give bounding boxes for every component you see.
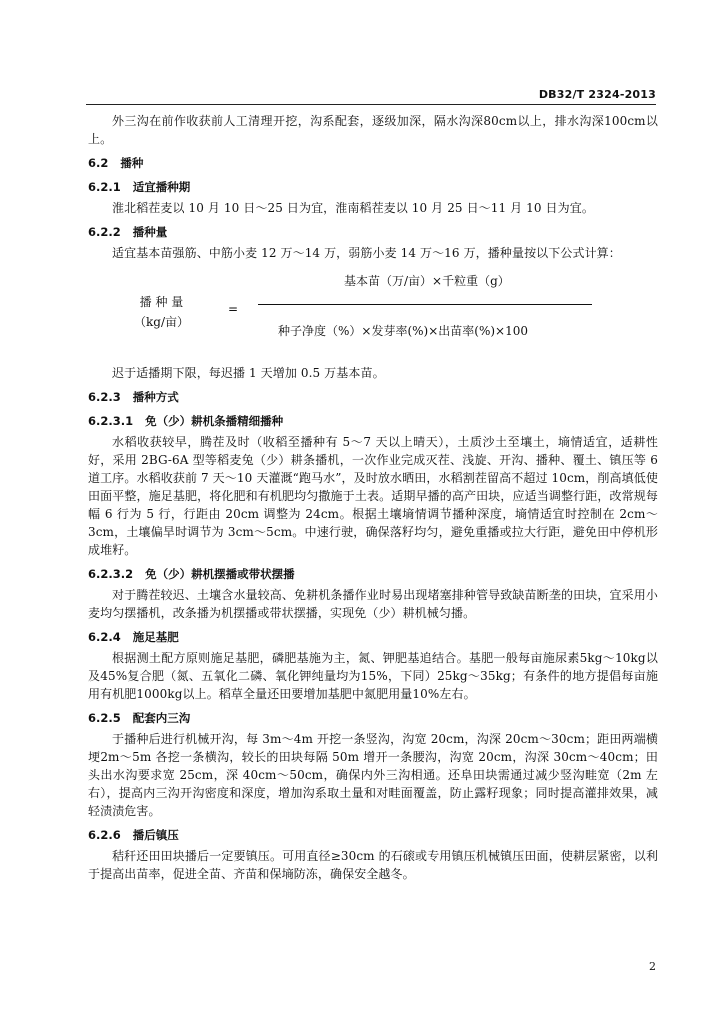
heading-6-2-3: 6.2.3 播种方式 bbox=[88, 390, 179, 404]
heading-6-2: 6.2 播种 bbox=[88, 156, 144, 170]
late-sowing-note: 迟于适播期下限，每迟播 1 天增加 0.5 万基本苗。 bbox=[112, 366, 385, 380]
fraction-bar bbox=[258, 304, 592, 305]
intro-paragraph: 外三沟在前作收获前人工清理开挖，沟系配套，逐级加深，隔水沟深80cm以上，排水沟深100cm以上。 bbox=[88, 114, 658, 146]
paragraph-6-2-3-1: 水稻收获较早，腾茬及时（收稻至播种有 5～7 天以上晴天），土质沙土至壤土，墒情适宜，适耕性好，采用 2BG-6A 型等稻麦兔（少）耕条播机，一次作业完成灭茬、浅旋、开沟、播种、覆土、镇压等 6 道工序。水稻收获前 7 天～10 天灌溉“跑马水”，及时放水晒田，水稻割茬留高不超过 10cm，削高填低使田面平整，施足基肥，将化肥和有机肥均匀撒施于土表。适期早播的高产田块，应适当调整行距，改常规每幅 6 行为 5 行，行距由 20cm 调整为 24cm。根据土壤墒情调节播种深度，墒情适宜时控制在 2cm～3cm，土壤偏旱时调节为 3cm～5cm。中速行驶，确保落籽均匀，避免重播或拉大行距，避免田中停机形成堆籽。 bbox=[88, 435, 658, 557]
header-divider bbox=[86, 104, 656, 105]
formula-equals: = bbox=[228, 302, 239, 316]
formula-numerator: 基本苗（万/亩）×千粒重（g） bbox=[344, 274, 510, 288]
heading-6-2-2: 6.2.2 播种量 bbox=[88, 225, 168, 239]
formula-label: 播 种 量 （kg/亩） bbox=[134, 295, 189, 329]
standard-code: DB32/T 2324-2013 bbox=[538, 88, 656, 101]
paragraph-6-2-3-2: 对于腾茬较迟、土壤含水量较高、免耕机条播作业时易出现堵塞排种管导致缺苗断垄的田块，宜采用小麦均匀摆播机，改条播为机摆播或带状摆播，实现免（少）耕机械匀播。 bbox=[88, 588, 658, 620]
seeding-rate-formula bbox=[88, 266, 658, 358]
paragraph-6-2-2: 适宜基本苗强筋、中筋小麦 12 万～14 万，弱筋小麦 14 万～16 万，播种量按以下公式计算： bbox=[112, 246, 621, 260]
heading-6-2-5: 6.2.5 配套内三沟 bbox=[88, 711, 191, 725]
paragraph-6-2-6: 秸秆还田田块播后一定要镇压。可用直径≥30cm 的石磙或专用镇压机械镇压田面，使耕层紧密，以利于提高出苗率，促进全苗、齐苗和保墒防冻，确保安全越冬。 bbox=[88, 849, 658, 881]
paragraph-6-2-4: 根据测土配方原则施足基肥，磷肥基施为主，氮、钾肥基追结合。基肥一般每亩施尿素5kg～10kg以及45%复合肥（氮、五氧化二磷、氧化钾纯量均为15%，下同）25kg～35kg；有条件的地方提倡每亩施用有机肥1000kg以上。稻草全量还田要增加基肥中氮肥用量10%左右。 bbox=[88, 651, 658, 701]
heading-6-2-6: 6.2.6 播后镇压 bbox=[88, 828, 179, 842]
page-number: 2 bbox=[649, 960, 656, 973]
heading-6-2-4: 6.2.4 施足基肥 bbox=[88, 630, 179, 644]
heading-6-2-3-1: 6.2.3.1 免（少）耕机条播精细播种 bbox=[88, 414, 284, 428]
paragraph-6-2-1: 淮北稻茬麦以 10 月 10 日～25 日为宜，淮南稻茬麦以 10 月 25 日～11 月 10 日为宜。 bbox=[112, 201, 594, 215]
paragraph-6-2-5: 于播种后进行机械开沟，每 3m～4m 开挖一条竖沟，沟宽 20cm，沟深 20cm～30cm；距田两端横埂2m～5m 各挖一条横沟，较长的田块每隔 50m 增开一条腰沟，沟宽 20cm，沟深 30cm～40cm；田头出水沟要求宽 25cm，深 40cm～50cm，确保内外三沟相通。还阜田块需通过减少竖沟畦宽（2m 左右），提高内三沟开沟密度和深度，增加沟系取土量和对畦面覆盖，防止露籽现象；同时提高灌排效果，减轻渍渍危害。 bbox=[88, 732, 658, 818]
heading-6-2-3-2: 6.2.3.2 免（少）耕机摆播或带状摆播 bbox=[88, 567, 295, 581]
formula-denominator: 种子净度（%）×发芽率(%)×出苗率(%)×100 bbox=[278, 324, 529, 338]
heading-6-2-1: 6.2.1 适宜播种期 bbox=[88, 180, 191, 194]
document-body bbox=[88, 112, 658, 883]
